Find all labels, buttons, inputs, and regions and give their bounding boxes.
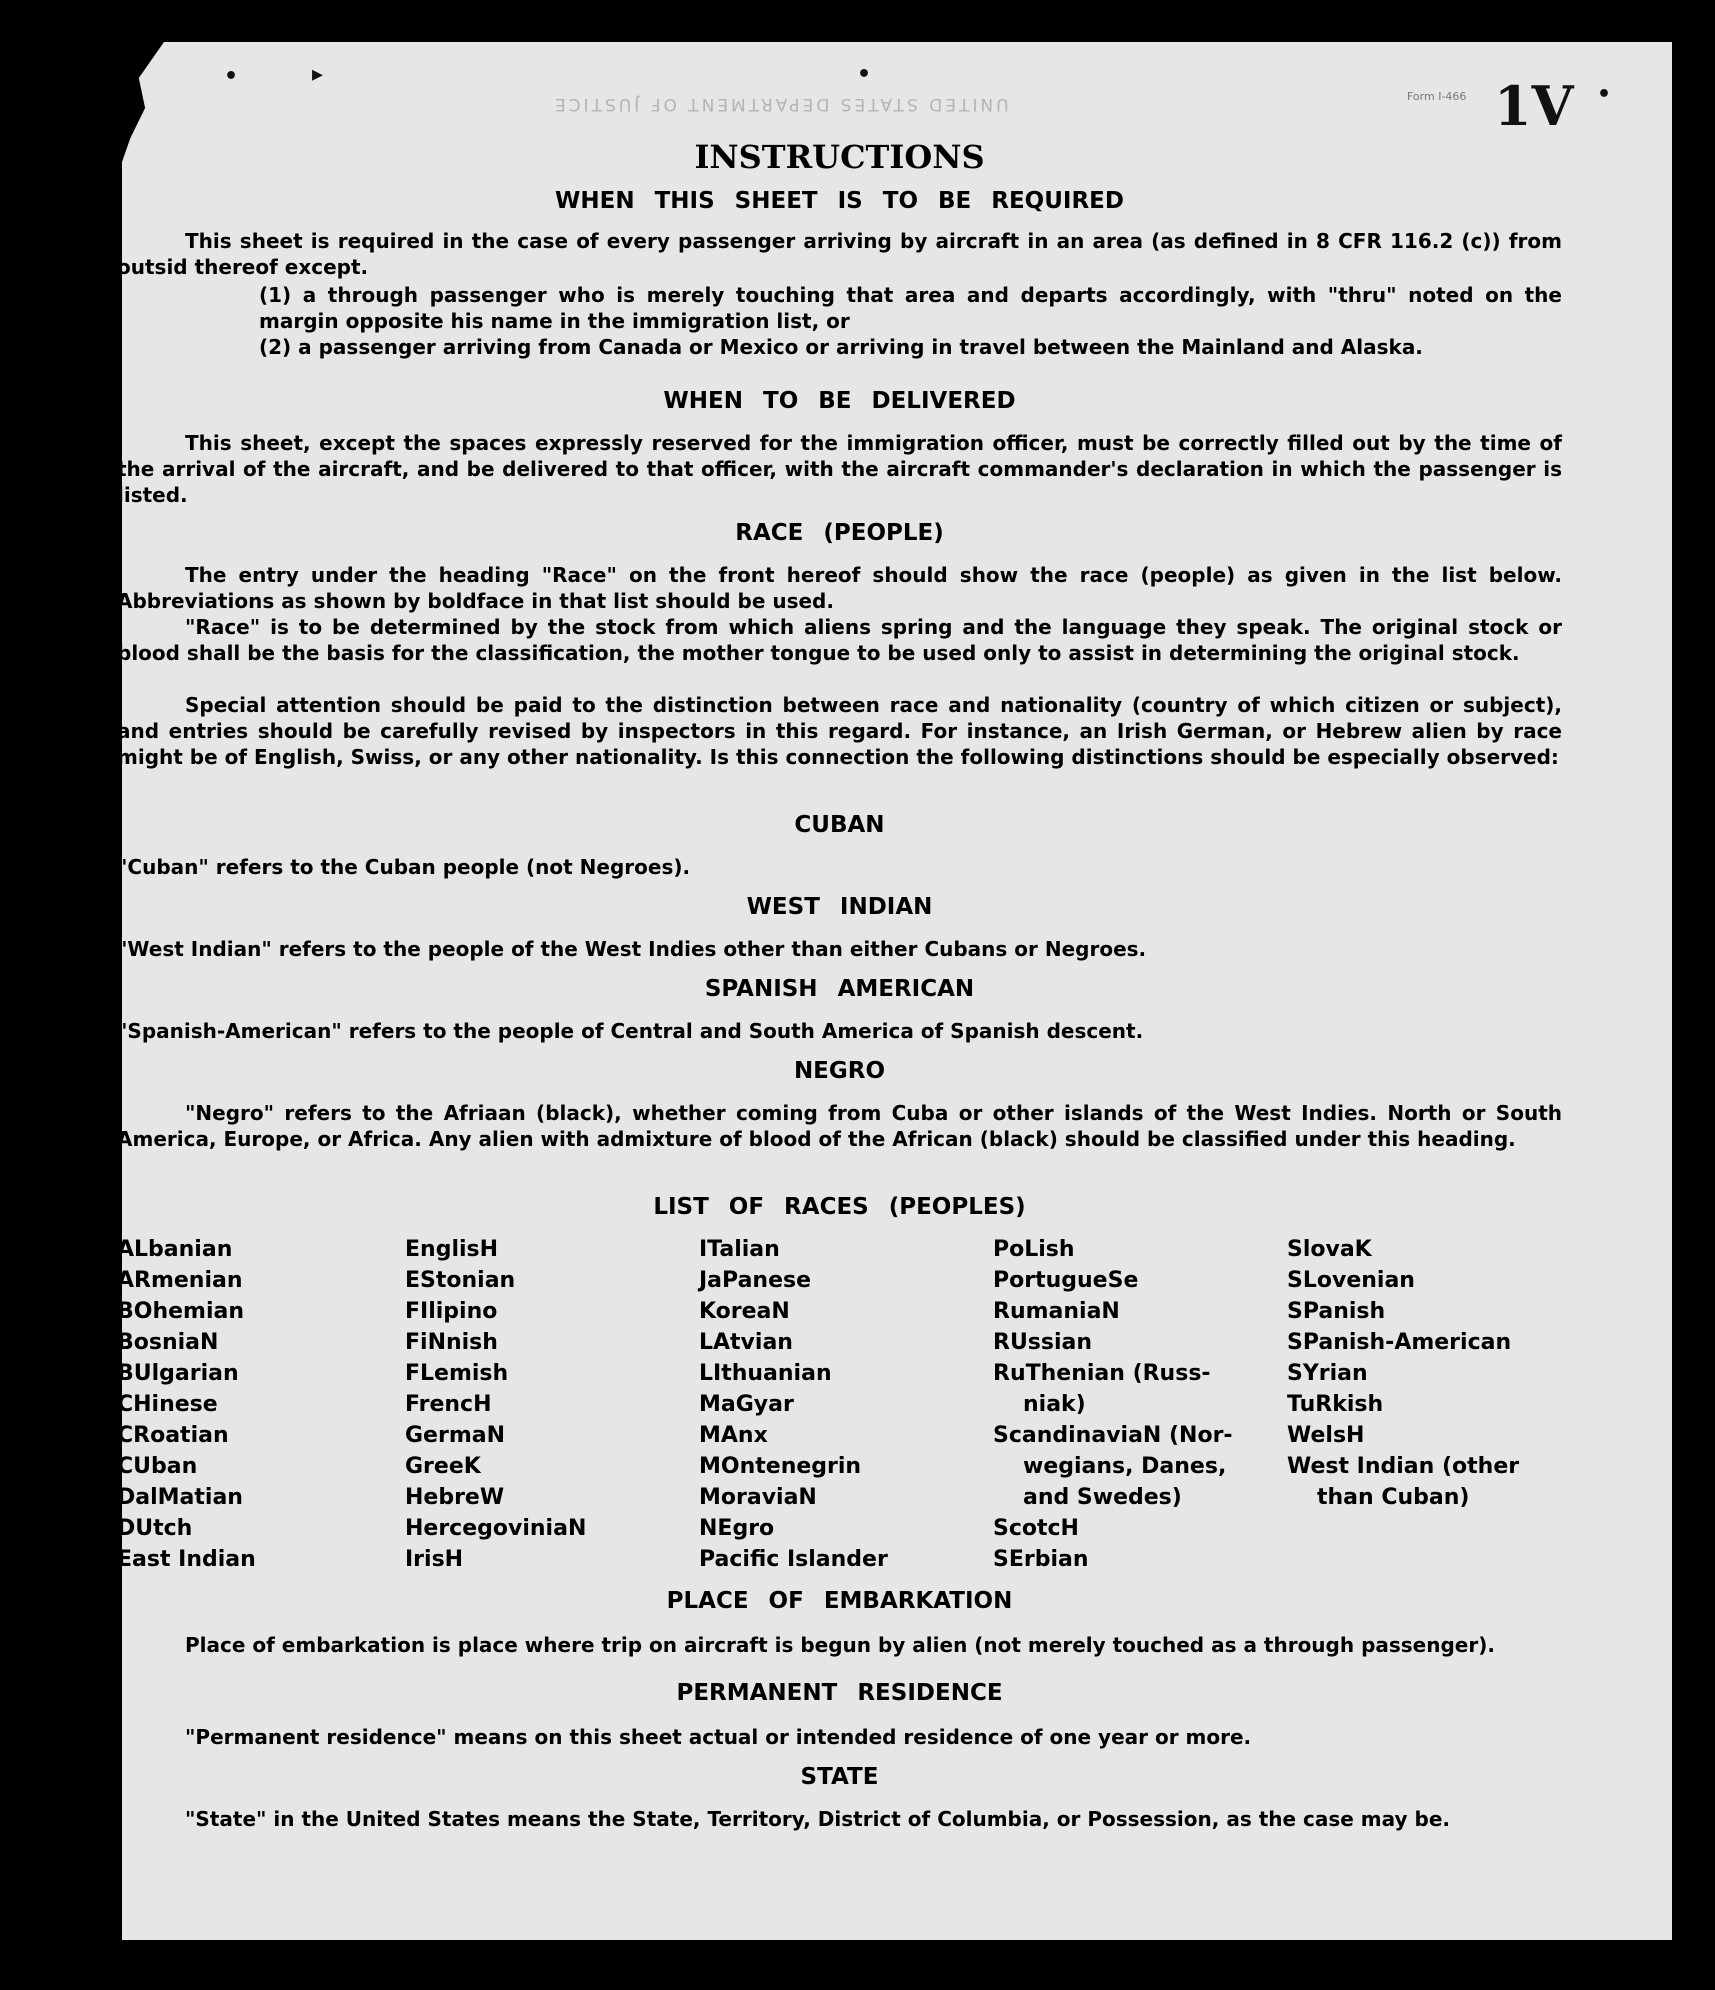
exception-item-1: (1) a through passenger who is merely touching that area and departs accordingly, with "thru" noted on the margin opposite his name in the immigration list, or [259,283,1562,333]
list-item: EStonian [405,1268,516,1293]
races-column-3 [699,1234,888,1575]
list-item: Pacific Islander [699,1547,888,1572]
list-item: West Indian (other [1287,1454,1520,1479]
page-title-text: INSTRUCTIONS [694,138,985,176]
instructions-text [117,42,1562,1940]
speck-icon: ▸ [312,62,324,87]
heading-negro: NEGRO [793,1058,886,1084]
list-item: FIlipino [405,1299,498,1324]
paragraph-permanent-residence: "Permanent residence" means on this sheet actual or intended residence of one year or more. [185,1725,1252,1749]
heading-west-indian: WEST INDIAN [746,894,933,920]
list-item: DUtch [117,1516,193,1541]
list-item: IrisH [405,1547,464,1572]
exception-item-2: (2) a passenger arriving from Canada or Mexico or arriving in travel between the Mainland and Alaska. [259,335,1423,359]
list-item: RuThenian (Russ- [993,1361,1211,1386]
list-item: BosniaN [117,1330,219,1355]
heading-list-of-races: LIST OF RACES (PEOPLES) [653,1194,1026,1220]
list-item: JaPanese [699,1268,812,1293]
list-item: HebreW [405,1485,505,1510]
list-item: GermaN [405,1423,506,1448]
paragraph-when-required: This sheet is required in the case of every passenger arriving by aircraft in an area (as defined in 8 CFR 116.2 (c)) from outsid thereof except. [117,229,1562,279]
list-item: ARmenian [117,1268,243,1293]
list-item: RUssian [993,1330,1093,1355]
list-item: KoreaN [699,1299,790,1324]
paragraph-state: "State" in the United States means the State, Territory, District of Columbia, or Possession, as the case may be. [185,1807,1450,1831]
paragraph-race-2: "Race" is to be determined by the stock from which aliens spring and the language they speak. The original stock or blood shall be the basis for the classification, the mother tongue to be used only to assist in determining the original stock. [117,615,1562,665]
list-item: SlovaK [1287,1237,1372,1262]
list-item: CRoatian [117,1423,229,1448]
list-item: CHinese [117,1392,218,1417]
list-item: SPanish-American [1287,1330,1512,1355]
list-item: ScandinaviaN (Nor- [993,1423,1233,1448]
paragraph-embarkation: Place of embarkation is place where trip on aircraft is begun by alien (not merely touched as a through passenger). [185,1633,1495,1657]
heading-when-required: WHEN THIS SHEET IS TO BE REQUIRED [555,188,1124,214]
list-item: LAtvian [699,1330,793,1355]
speck-icon: • [1597,82,1612,107]
heading-embarkation: PLACE OF EMBARKATION [666,1588,1013,1614]
form-number: Form I-466 [1407,90,1467,103]
list-item: NEgro [699,1516,775,1541]
heading-spanish-american: SPANISH AMERICAN [704,976,975,1002]
speck-icon: • [224,64,239,89]
list-item: SYrian [1287,1361,1368,1386]
handwritten-mark: 1V [1494,74,1574,138]
races-column-4 [993,1234,1233,1575]
list-item: SErbian [993,1547,1089,1572]
heading-permanent-residence: PERMANENT RESIDENCE [676,1680,1003,1706]
paragraph-negro: "Negro" refers to the Afriaan (black), whether coming from Cuba or other islands of the West Indies. North or South America, Europe, or Africa. Any alien with admixture of blood of the African (black) should be classified under this heading. [117,1101,1562,1151]
paragraph-spanish-american: "Spanish-American" refers to the people of Central and South America of Spanish descent. [117,1019,1144,1043]
list-item: MOntenegrin [699,1454,862,1479]
speck-icon: • [857,62,872,87]
list-item: SLovenian [1287,1268,1415,1293]
list-item: PoLish [993,1237,1075,1262]
list-item: and Swedes) [1023,1485,1182,1510]
list-item: EnglisH [405,1237,499,1262]
list-item: BUlgarian [117,1361,239,1386]
list-item: GreeK [405,1454,481,1479]
list-item: LIthuanian [699,1361,832,1386]
list-item: PortugueSe [993,1268,1139,1293]
list-item: wegians, Danes, [1023,1454,1227,1479]
list-item: ITalian [699,1237,780,1262]
list-item: HercegoviniaN [405,1516,587,1541]
paragraph-west-indian: "West Indian" refers to the people of the West Indies other than either Cubans or Negroes. [117,937,1147,961]
list-item: FLemish [405,1361,509,1386]
paragraph-race-1: The entry under the heading "Race" on the front hereof should show the race (people) as given in the list below. Abbreviations as shown by boldface in that list should be used. [117,563,1562,613]
heading-race: RACE (PEOPLE) [735,520,944,546]
list-item: SPanish [1287,1299,1386,1324]
list-item: BOhemian [117,1299,245,1324]
list-item: TuRkish [1287,1392,1384,1417]
list-item: MaGyar [699,1392,794,1417]
list-item: FiNnish [405,1330,498,1355]
paragraph-when-delivered: This sheet, except the spaces expressly reserved for the immigration officer, must be correctly filled out by the time of the arrival of the aircraft, and be delivered to that officer, with the aircraft commander's declaration in which the passenger is listed. [117,431,1562,507]
list-item: East Indian [117,1547,256,1572]
bleed-through-text: UNITED STATES DEPARTMENT OF JUSTICE [552,94,1009,114]
list-item: CUban [117,1454,198,1479]
list-item: niak) [1023,1392,1086,1417]
list-item: MoraviaN [699,1485,817,1510]
races-column-5 [1287,1234,1519,1513]
list-item: ScotcH [993,1516,1079,1541]
list-item: ALbanian [117,1237,233,1262]
paragraph-race-3: Special attention should be paid to the distinction between race and nationality (country of which citizen or subject), and entries should be carefully revised by inspectors in this regard. For instance, an Irish German, or Hebrew alien by race might be of English, Swiss, or any other nationality. Is this connection the following distinctions should be especially observed: [117,693,1562,769]
list-item: WelsH [1287,1423,1365,1448]
races-column-2 [405,1234,586,1575]
list-item: RumaniaN [993,1299,1120,1324]
heading-state: STATE [800,1764,879,1790]
list-item: DalMatian [117,1485,243,1510]
list-item: FrencH [405,1392,492,1417]
races-column-1 [117,1234,256,1575]
list-item: MAnx [699,1423,768,1448]
paragraph-cuban: "Cuban" refers to the Cuban people (not Negroes). [117,855,691,879]
heading-when-delivered: WHEN TO BE DELIVERED [663,388,1016,414]
list-item: than Cuban) [1317,1485,1470,1510]
heading-cuban: CUBAN [794,812,885,838]
